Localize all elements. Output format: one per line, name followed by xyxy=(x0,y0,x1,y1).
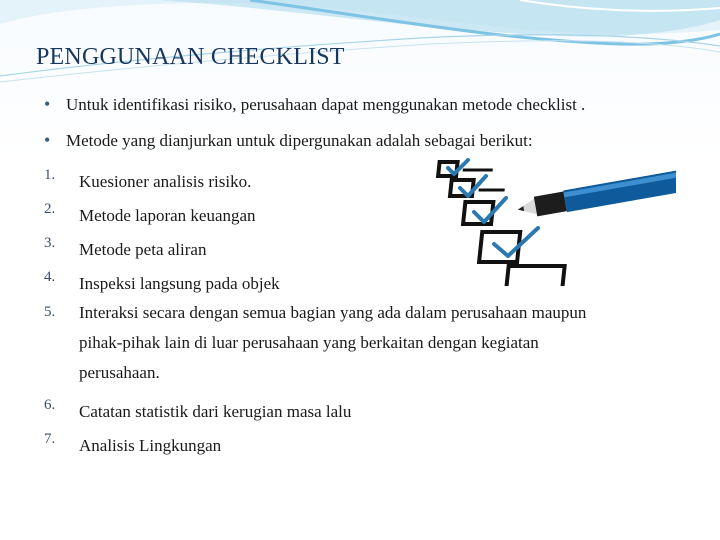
bullet-icon: • xyxy=(44,130,51,150)
list-item-multiline: Interaksi secara dengan semua bagian yang ada dalam perusahaan maupun pihak-pihak lain di luar perusahaan yang berkaitan dengan kegiatan perusahaan. xyxy=(79,303,587,382)
page-title: PENGGUNAAN CHECKLIST xyxy=(36,44,345,70)
bullet-icon: • xyxy=(44,94,51,114)
slide: PENGGUNAAN CHECKLIST • Untuk identifikasi risiko, perusahaan dapat menggunakan metode checklist . • Metode yang dianjurkan untuk dipergunakan adalah sebagai berikut: 1. Kuesioner analisis risiko. 2. Metode laporan keuangan 3. Metode peta aliran 4. Inspeksi langsung pada objek 5. Interaksi secara dengan semua bagian yang ada dalam perusahaan maupun pihak-pihak lain di luar perusahaan yang berkaitan dengan kegiatan perusahaan. 6. Catatan statistik dari kerugian masa lalu 7. Analisis Lingkungan xyxy=(0,0,720,540)
checklist-pen-icon xyxy=(398,158,676,286)
